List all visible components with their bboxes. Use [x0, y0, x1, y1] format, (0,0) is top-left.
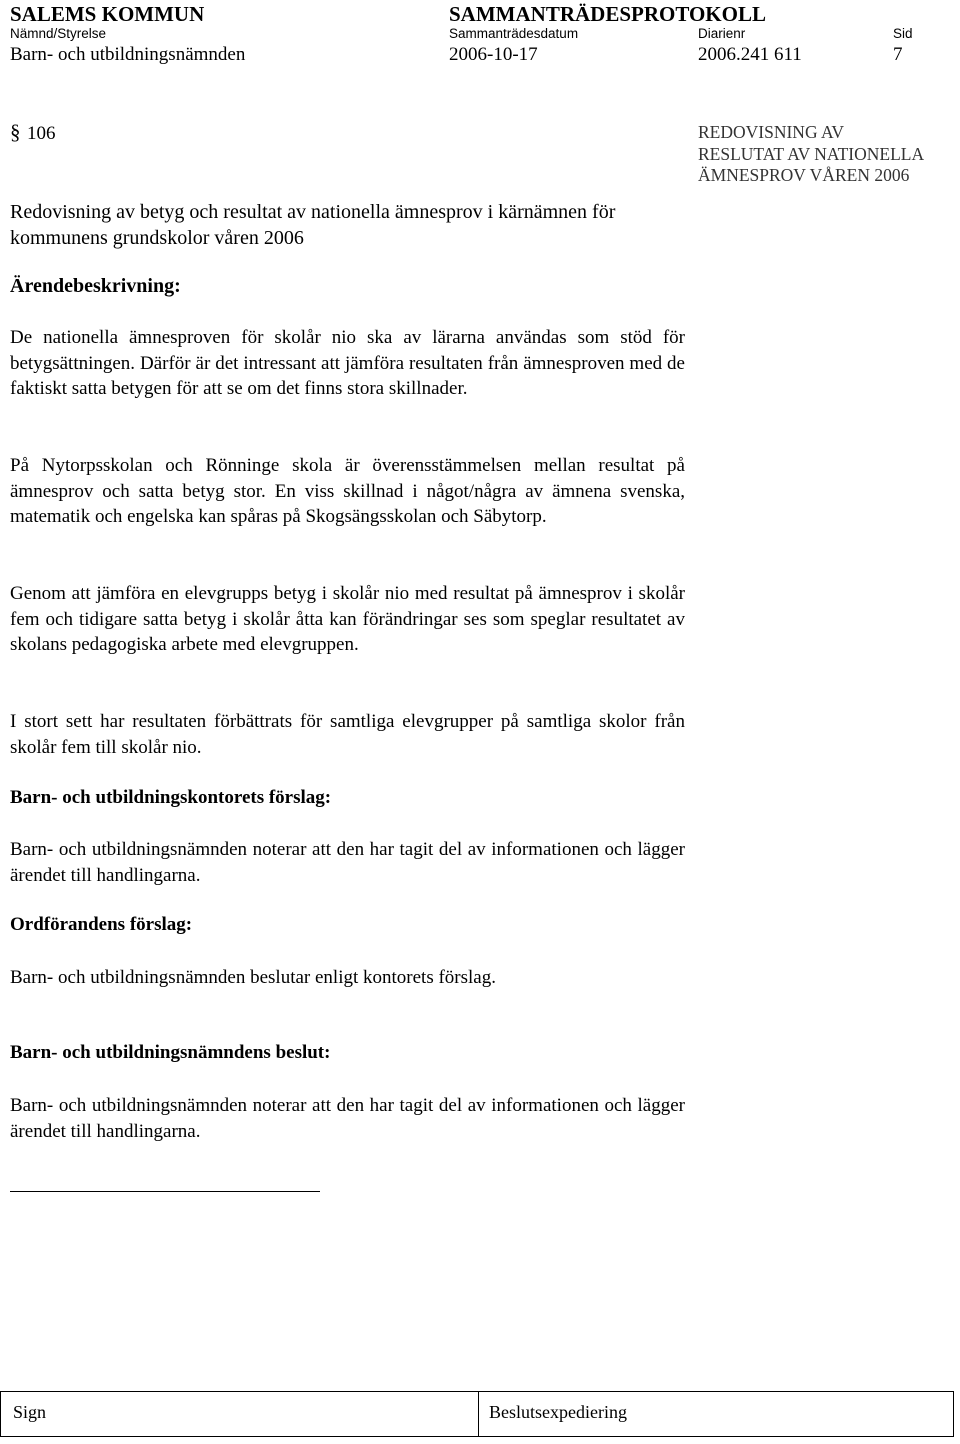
- paragraph-1: De nationella ämnesproven för skolår nio ska av lärarna användas som stöd för betygsättningen. Därför är det intressant att jämföra resultaten från ämnesproven med de faktiskt satta betygen för att se om det finns stora skillnader.: [10, 327, 685, 400]
- closing-rule: [10, 1191, 320, 1192]
- decision-heading: Barn- och utbildningsnämndens beslut:: [10, 1042, 331, 1063]
- municipality-name: SALEMS KOMMUN: [10, 2, 205, 26]
- side-title-line: RESLUTAT AV NATIONELLA: [698, 143, 925, 164]
- office-proposal-text: Barn- och utbildningsnämnden noterar att den har tagit del av informationen och lägger ärendet till handlingarna.: [10, 839, 685, 886]
- side-title-line: REDOVISNING AV: [698, 122, 845, 142]
- expedition-label: Beslutsexpediering: [489, 1402, 627, 1422]
- paragraph-4: I stort sett har resultaten förbättrats för samtliga elevgrupper på samtliga skolor från skolår fem till skolår nio.: [10, 711, 685, 758]
- page-label: Sid: [893, 26, 913, 41]
- registration-label: Diarienr: [698, 26, 746, 41]
- date-label: Sammanträdesdatum: [449, 26, 579, 41]
- registration-number: 2006.241 611: [698, 44, 802, 65]
- footer-divider: [478, 1392, 479, 1436]
- footer-box: [0, 1391, 954, 1437]
- page-number: 7: [893, 44, 903, 65]
- chair-proposal-heading: Ordförandens förslag:: [10, 914, 193, 935]
- case-title: Redovisning av betyg och resultat av nationella ämnesprov i kärnämnen för kommunens grundskolor våren 2006: [10, 201, 616, 249]
- office-proposal-heading: Barn- och utbildningskontorets förslag:: [10, 787, 332, 808]
- paragraph-3: Genom att jämföra en elevgrupps betyg i skolår nio med resultat på ämnesprov i skolår fem och tidigare satta betyg i skolår åtta kan förändringar ses som speglar resultatet av skolans pedagogiska arbete med elevgruppen.: [10, 583, 685, 656]
- description-heading: Ärendebeskrivning:: [10, 275, 181, 297]
- decision-text: Barn- och utbildningsnämnden noterar att den har tagit del av informationen och lägger ärendet till handlingarna.: [10, 1095, 685, 1142]
- board-name: Barn- och utbildningsnämnden: [10, 44, 246, 65]
- side-title-line: ÄMNESPROV VÅREN 2006: [698, 165, 910, 185]
- side-title: [698, 122, 958, 187]
- sign-label: Sign: [13, 1402, 47, 1422]
- board-label: Nämnd/Styrelse: [10, 26, 107, 41]
- meeting-date: 2006-10-17: [449, 44, 538, 65]
- paragraph-2: På Nytorpsskolan och Rönninge skola är överensstämmelsen mellan resultat på ämnesprov och satta betyg stor. En viss skillnad i något/några av ämnena svenska, matematik och engelska kan spåras på Skogsängsskolan och Säbytorp.: [10, 455, 685, 528]
- chair-proposal-text: Barn- och utbildningsnämnden beslutar enligt kontorets förslag.: [10, 967, 496, 988]
- section-number: 106: [27, 123, 56, 144]
- section-symbol: §: [10, 120, 21, 144]
- document-type: SAMMANTRÄDESPROTOKOLL: [449, 2, 766, 26]
